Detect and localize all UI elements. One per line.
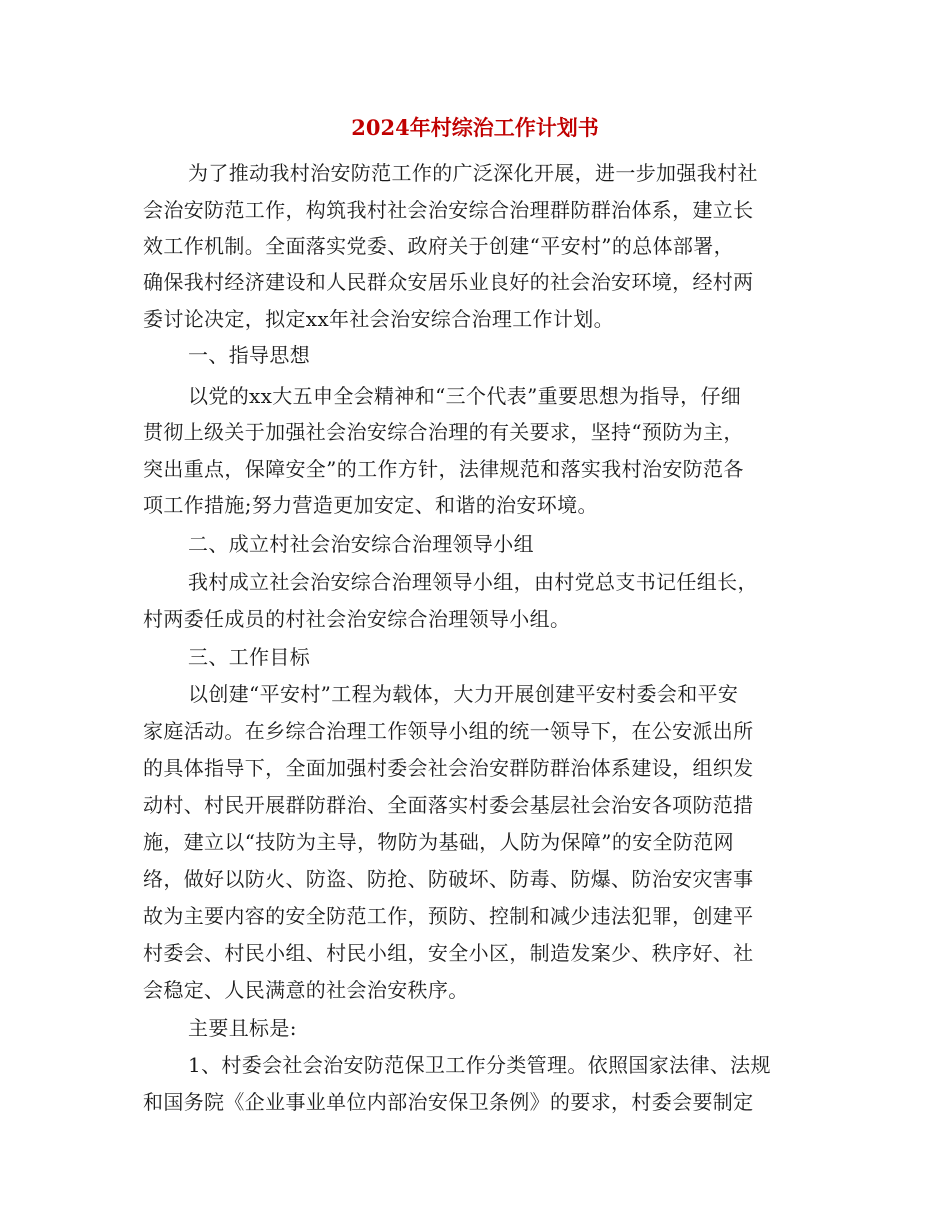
paragraph-line: 和国务院《企业事业单位内部治安保卫条例》的要求，村委会要制定 <box>143 1090 754 1114</box>
paragraph-line: 项工作措施;努力营造更加安定、和谐的治安环境。 <box>143 493 598 517</box>
section-heading: 三、工作目标 <box>188 645 311 669</box>
paragraph-line: 络，做好以防火、防盗、防抢、防破坏、防毒、防爆、防治安灾害事 <box>143 867 754 891</box>
paragraph-line: 突出重点，保障安全”的工作方针，法律规范和落实我村治安防范各 <box>143 457 744 481</box>
paragraph-line: 动村、村民开展群防群治、全面落实村委会基层社会治安各项防范措 <box>143 793 754 817</box>
paragraph-line: 家庭活动。在乡综合治理工作领导小组的统一领导下，在公安派出所 <box>143 719 754 743</box>
paragraph-line: 为了推动我村治安防范工作的广泛深化开展，进一步加强我村社 <box>188 161 758 185</box>
paragraph-line: 施，建立以“技防为主导，物防为基础，人防为保障”的安全防范网 <box>143 830 734 854</box>
paragraph-line: 故为主要内容的安全防范工作，预防、控制和减少违法犯罪，创建平 <box>143 904 754 928</box>
document-title: 2024年村综治工作计划书 <box>351 115 599 140</box>
paragraph-line: 的具体指导下，全面加强村委会社会治安群防群治体系建设，组织发 <box>143 756 754 780</box>
paragraph-line: 村委会、村民小组、村民小组，安全小区，制造发案少、秩序好、社 <box>143 941 754 965</box>
section-heading: 一、指导思想 <box>188 343 311 367</box>
section-heading: 二、成立村社会治安综合治理领导小组 <box>188 532 534 556</box>
paragraph-line: 委讨论决定，拟定xx年社会治安综合治理工作计划。 <box>143 307 614 331</box>
paragraph-line: 以创建“平安村”工程为载体，大力开展创建平安村委会和平安 <box>188 682 739 706</box>
paragraph-line: 1、村委会社会治安防范保卫工作分类管理。依照国家法律、法规 <box>188 1053 771 1077</box>
paragraph-line: 以党的xx大五申全会精神和“三个代表”重要思想为指导，仔细 <box>188 384 742 408</box>
paragraph-line: 会治安防范工作，构筑我村社会治安综合治理群防群治体系，建立长 <box>143 198 754 222</box>
paragraph-line: 村两委任成员的村社会治安综合治理领导小组。 <box>143 607 571 631</box>
paragraph-line: 效工作机制。全面落实党委、政府关于创建“平安村”的总体部署， <box>143 234 734 258</box>
paragraph-line: 确保我村经济建设和人民群众安居乐业良好的社会治安环境，经村两 <box>143 270 754 294</box>
paragraph-line: 主要且标是: <box>188 1016 297 1040</box>
paragraph-line: 我村成立社会治安综合治理领导小组，由村党总支书记任组长， <box>188 570 758 594</box>
paragraph-line: 贯彻上级关于加强社会治安综合治理的有关要求，坚持“预防为主， <box>143 420 744 444</box>
paragraph-line: 会稳定、人民满意的社会治安秩序。 <box>143 978 469 1002</box>
